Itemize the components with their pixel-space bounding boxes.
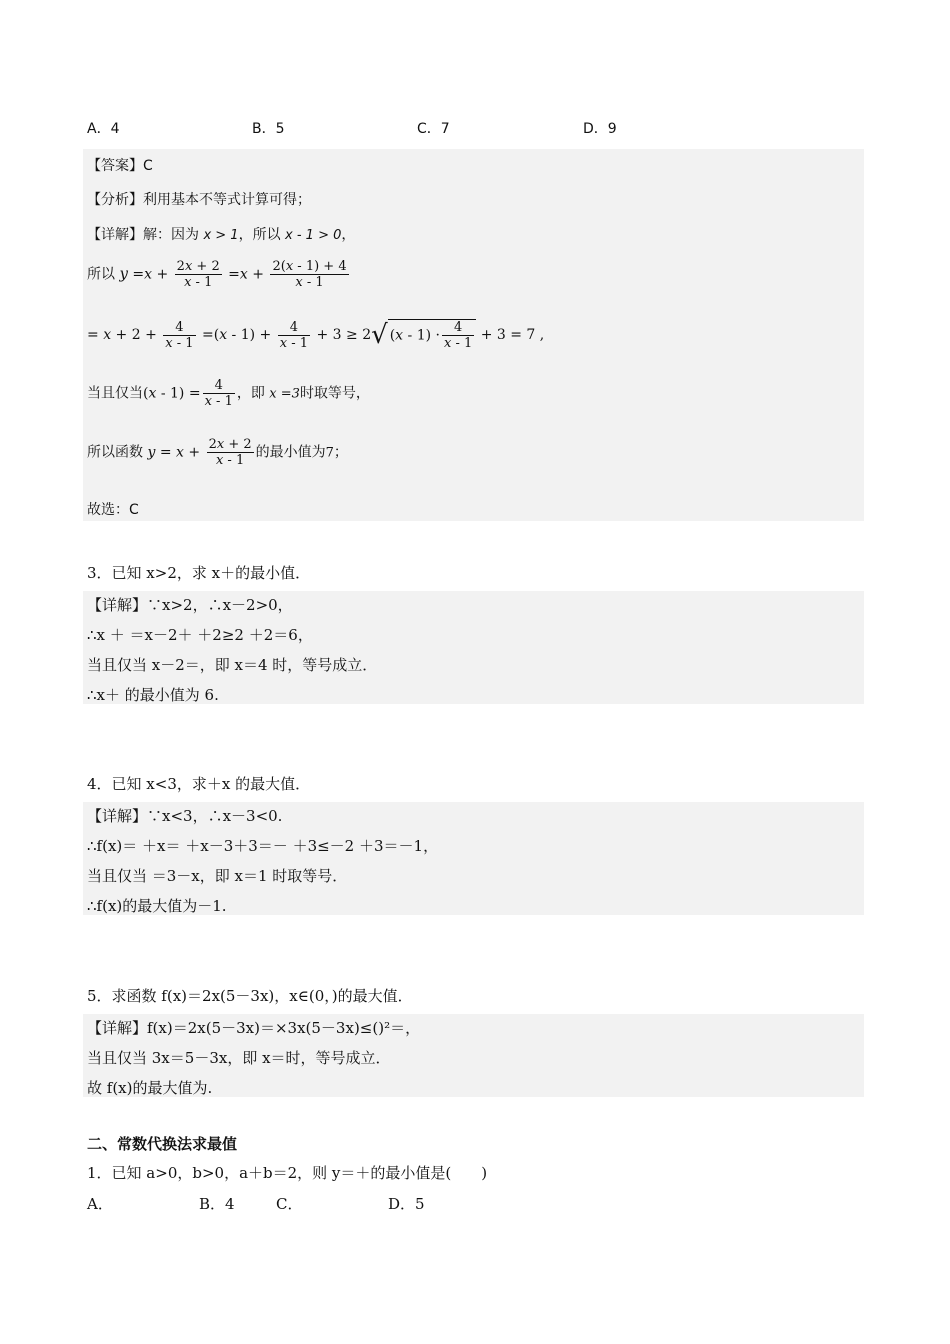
equality-value: x =3 bbox=[269, 386, 300, 402]
s2-option-a: A． bbox=[87, 1195, 113, 1213]
equation-line-1: 所以 y =x + $\frac{2x + 2}{x - 1}$ =x + $\frac{2(x - 1) + 4}{x - 1}$ bbox=[87, 259, 347, 290]
q5-line-3: 故 f(x)的最大值为. bbox=[87, 1079, 213, 1097]
minimum-tail: ； bbox=[333, 444, 348, 461]
condition-2: x - 1 > 0 bbox=[285, 228, 342, 243]
solution-box-q4 bbox=[83, 802, 864, 915]
section2-question-1-stem: 1．已知 a>0，b>0，a＋b＝2，则 y＝＋的最小值是( ) bbox=[87, 1164, 488, 1182]
q3-line-1: 【详解】∵x>2，∴x－2>0， bbox=[87, 596, 293, 614]
condition-end: ， bbox=[341, 227, 356, 243]
solution-box-q2 bbox=[83, 149, 864, 521]
q3-line-2: ∴x ＋ ＝x－2＋ ＋2≥2 ＋2＝6， bbox=[87, 626, 313, 644]
s2-option-b: B．4 bbox=[199, 1195, 235, 1213]
q4-line-4: ∴f(x)的最大值为－1. bbox=[87, 897, 227, 915]
analysis-line: 【分析】利用基本不等式计算可得； bbox=[87, 192, 311, 208]
condition-1: x > 1 bbox=[203, 228, 239, 243]
equality-tail: 时取等号， bbox=[299, 385, 370, 402]
question-5-stem: 5．求函数 f(x)＝2x(5－3x)，x∈(0，)的最大值． bbox=[87, 987, 413, 1005]
choice-line: 故选：C bbox=[87, 502, 139, 518]
detail-line bbox=[87, 224, 355, 244]
equality-line: 当且仅当(x - 1) = $\frac{4}{x - 1}$ ，即 x =3时取等号， bbox=[87, 378, 370, 409]
answer-line: 【答案】C bbox=[87, 158, 153, 174]
question-3-stem: 3．已知 x>2，求 x＋的最小值． bbox=[87, 564, 311, 582]
s2-option-d: D．5 bbox=[388, 1195, 425, 1213]
q4-line-2: ∴f(x)＝ ＋x＝ ＋x－3＋3＝－ ＋3≤－2 ＋3＝－1， bbox=[87, 837, 439, 855]
solution-box-q5 bbox=[83, 1014, 864, 1097]
solution-box-q3 bbox=[83, 591, 864, 704]
minimum-value: 7 bbox=[325, 445, 334, 461]
condition-connector: ，所以 bbox=[238, 227, 281, 243]
option-a: A．4 bbox=[87, 121, 120, 137]
q4-line-3: 当且仅当 ＝3－x，即 x＝1 时取等号． bbox=[87, 867, 348, 885]
minimum-label: 所以函数 bbox=[87, 444, 143, 461]
q4-line-1: 【详解】∵x<3，∴x－3<0. bbox=[87, 807, 283, 825]
s2-option-c: C． bbox=[276, 1195, 303, 1213]
q5-line-2: 当且仅当 3x＝5－3x，即 x＝时，等号成立． bbox=[87, 1049, 391, 1067]
question-4-stem: 4．已知 x<3，求＋x 的最大值． bbox=[87, 775, 311, 793]
option-b: B．5 bbox=[252, 121, 285, 137]
so-label: 所以 bbox=[87, 266, 115, 283]
minimum-mid: 的最小值为 bbox=[255, 444, 326, 461]
equality-label: 当且仅当 bbox=[87, 385, 143, 402]
option-d: D．9 bbox=[583, 121, 617, 137]
minimum-line: 所以函数 y = x + $\frac{2x + 2}{x - 1}$ 的最小值为7； bbox=[87, 437, 348, 468]
option-c: C．7 bbox=[417, 121, 450, 137]
q3-line-4: ∴x＋ 的最小值为 6. bbox=[87, 686, 219, 704]
equation-line-2: = x + 2 + $\frac{4}{x - 1}$ =(x - 1) + $\frac{4}{x - 1}$ + 3 ≥ 2√ (x - 1) · $\frac{4}{x - 1}$ + 3 = 7 , bbox=[87, 319, 545, 351]
detail-label: 【详解】解：因为 bbox=[87, 227, 199, 243]
q3-line-3: 当且仅当 x－2＝，即 x＝4 时，等号成立． bbox=[87, 656, 378, 674]
q5-line-1: 【详解】f(x)＝2x(5－3x)＝×3x(5－3x)≤()²＝， bbox=[87, 1019, 421, 1037]
section-heading: 二、常数代换法求最值 bbox=[87, 1135, 238, 1153]
